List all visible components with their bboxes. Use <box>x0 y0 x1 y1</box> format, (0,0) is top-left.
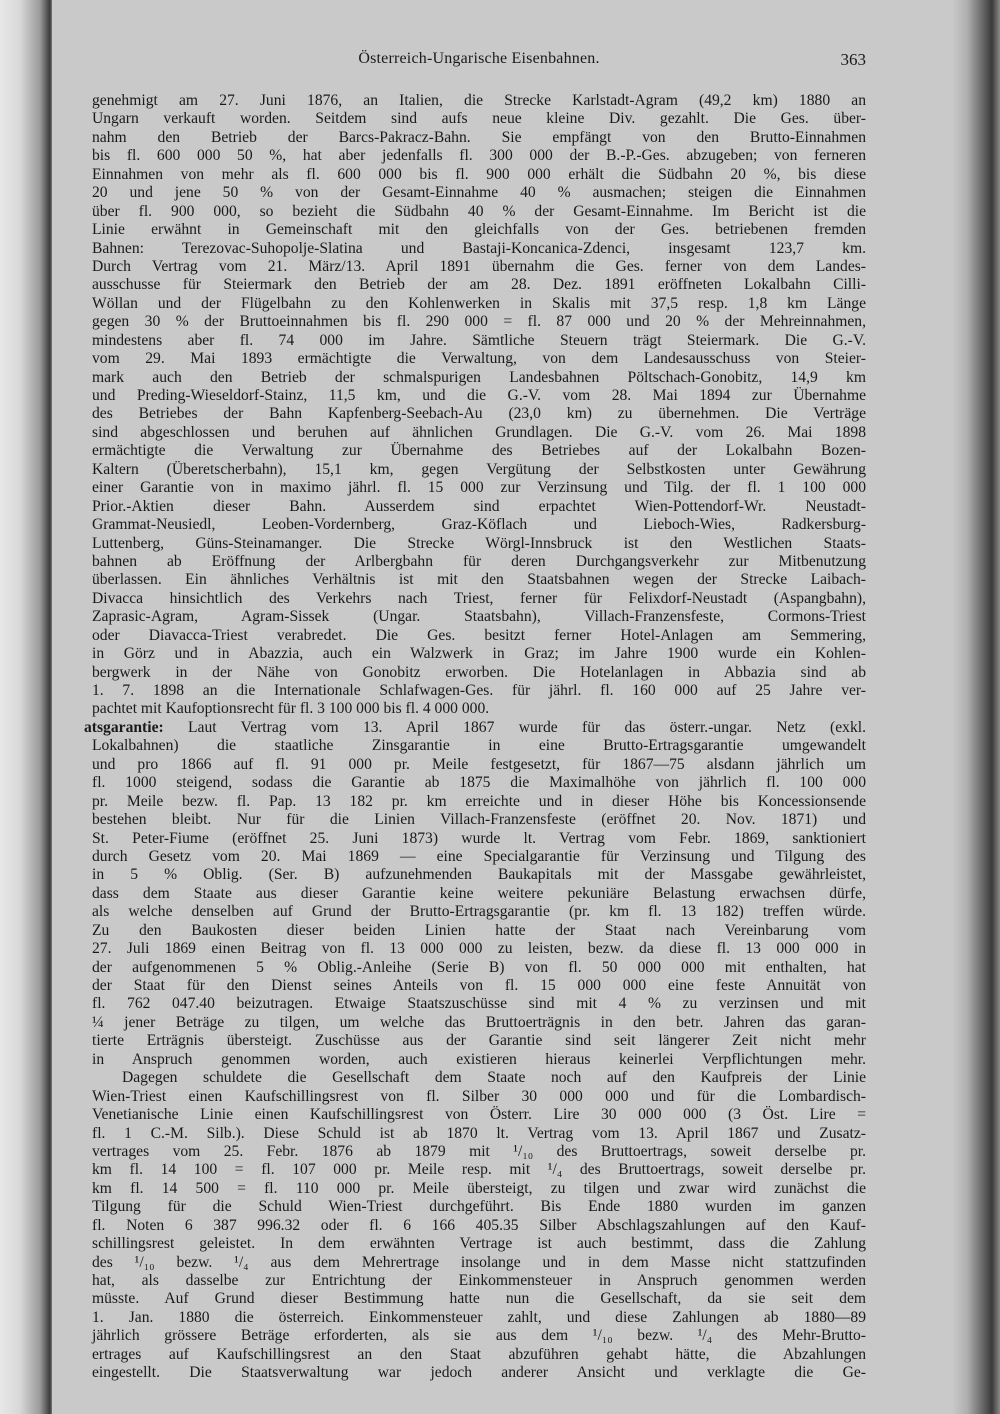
text-line <box>92 737 866 755</box>
text-line-content: Kaltern (Überetscherbahn), 15,1 km, gegen Vergütung der Selbstkosten unter Gewährung <box>92 460 866 478</box>
text-line-content: ausschusse für Steiermark den Betrieb der am 28. Dez. 1891 eröffneten Lokalbahn Cilli- <box>92 276 866 294</box>
text-line <box>92 1217 866 1235</box>
text-line-content: fl. 1000 steigend, sodass die Garantie ab 1875 die Maximalhöhe von jährlich fl. 100 000 <box>92 774 866 792</box>
text-line <box>92 959 866 977</box>
text-line-content: Prior.-Aktien dieser Bahn. Ausserdem sind erpachtet Wien-Pottendorf-Wr. Neustadt- <box>92 497 866 515</box>
text-line-content: ertrages auf Kaufschillingsrest an den Staat abzuführen gehabt hätte, die Abzahlungen <box>92 1345 866 1363</box>
text-line-content: durch Gesetz vom 20. Mai 1869 — eine Specialgarantie für Verzinsung und Tilgung des <box>92 847 866 865</box>
text-line-content: oder Diavacca-Triest verabredet. Die Ges. besitzt ferner Hotel-Anlagen am Semmering, <box>92 626 866 644</box>
text-line-content: Bahnen: Terezovac-Suhopolje-Slatina und Bastaji-Koncanica-Zdenci, insgesamt 123,7 km. <box>92 239 866 257</box>
text-line-content: bahnen ab Eröffnung der Arlbergbahn für deren Durchgangsverkehr zur Mitbenutzung <box>92 552 866 570</box>
text-line-content: Laut Vertrag vom 13. April 1867 wurde für das österr.-ungar. Netz (exkl. <box>163 718 866 736</box>
text-line <box>92 590 866 608</box>
text-line <box>92 276 866 294</box>
text-line <box>92 885 866 903</box>
text-line <box>92 240 866 258</box>
text-line-content: Zu den Baukosten dieser beiden Linien hatte der Staat nach Vereinbarung vom <box>92 921 866 939</box>
text-line-content: Wien-Triest einen Kaufschillingsrest von fl. Silber 30 000 000 und für die Lombardisch- <box>92 1087 866 1105</box>
text-line <box>92 1106 866 1124</box>
text-line-content: Einnahmen von mehr als fl. 600 000 bis fl. 900 000 erhält die Südbahn 20 %, bis diese <box>92 165 866 183</box>
text-line-content: Ungarn verkauft worden. Seitdem sind aufs neue kleine Div. gezahlt. Die Ges. über- <box>92 110 866 128</box>
text-line <box>92 1327 866 1345</box>
text-line-content: Dagegen schuldete die Gesellschaft dem Staate noch auf den Kaufpreis der Linie <box>122 1069 866 1087</box>
text-line <box>92 424 866 442</box>
text-line-content: mindestens aber fl. 74 000 im Jahre. Sämtliche Steuern trägt Steiermark. Die G.-V. <box>92 331 866 349</box>
text-line-content: bestehen bleibt. Nur für die Linien Villach-Franzensfeste (eröffnet 20. Nov. 1871) und <box>92 811 866 829</box>
text-line-content: Lokalbahnen) die staatliche Zinsgarantie in eine Brutto-Ertragsgarantie umgewandelt <box>92 737 866 755</box>
text-line <box>92 811 866 829</box>
text-line <box>92 1125 866 1143</box>
text-line-content: des Betriebes der Bahn Kapfenberg-Seebach-Au (23,0 km) zu übernehmen. Die Verträge <box>92 405 866 423</box>
text-line <box>92 258 866 276</box>
text-line-content: 20 und jene 50 % von der Gesamt-Einnahme 40 % ausmachen; steigen die Einnahmen <box>92 184 866 202</box>
text-line <box>92 1254 866 1272</box>
text-line-content: Venetianische Linie einen Kaufschillingsrest von Österr. Lire 30 000 000 (3 Öst. Lire = <box>92 1106 866 1124</box>
text-line-content: der aufgenommenen 5 % Oblig.-Anleihe (Serie B) von fl. 50 000 000 mit enthalten, hat <box>92 958 866 976</box>
text-line <box>92 756 866 774</box>
text-line <box>92 1364 866 1382</box>
text-line <box>92 700 866 718</box>
text-line-content: Linie erwähnt in Gemeinschaft mit den gleichfalls von der Ges. betriebenen fremden <box>92 221 866 239</box>
text-line <box>92 1290 866 1308</box>
text-line <box>92 442 866 460</box>
text-line <box>92 977 866 995</box>
text-line-content: in Görz und in Abazzia, auch ein Walzwerk in Graz; im Jahre 1900 wurde ein Kohlen- <box>92 645 866 663</box>
text-line-content: eingestellt. Die Staatsverwaltung war jedoch anderer Ansicht und verklagte die Ge- <box>92 1364 866 1382</box>
text-line <box>92 166 866 184</box>
book-edge-shadow <box>952 0 1000 1414</box>
text-line-content: km fl. 14 500 = fl. 110 000 pr. Meile übersteigt, zu tilgen und zwar wird zunächst die <box>92 1179 866 1197</box>
text-line-content: gegen 30 % der Bruttoeinnahmen bis fl. 290 000 = fl. 87 000 und 20 % der Mehreinnahmen, <box>92 313 866 331</box>
text-line <box>92 498 866 516</box>
text-line <box>92 313 866 331</box>
text-line-content: und pro 1866 auf fl. 91 000 pr. Meile festgesetzt, für 1867—75 alsdann jährlich um <box>92 755 866 773</box>
text-line-content: vertrages vom 25. Febr. 1876 ab 1879 mit ¹/₁₀ des Bruttoertrags, soweit derselbe pr. <box>92 1142 866 1160</box>
text-line <box>92 1272 866 1290</box>
text-line-content: jährlich grössere Beträge erforderten, als sie aus dem ¹/₁₀ bezw. ¹/₄ des Mehr-Brutto- <box>92 1327 866 1345</box>
text-line <box>92 1051 866 1069</box>
text-line-content: schillingsrest geleistet. In dem erwähnten Vertrage ist auch bestimmt, dass die Zahlung <box>92 1235 866 1253</box>
text-line-content: des ¹/₁₀ bezw. ¹/₄ aus dem Mehrertrage insolange und in dem Masse nicht stattzufinden <box>92 1253 866 1271</box>
text-line-content: bergwerk in der Nähe von Gonobitz erworben. Die Hotelanlagen in Abbazia sind ab <box>92 663 866 681</box>
text-line-content: tierte Erträgnis übersteigt. Zuschüsse aus der Garantie sind seit längerer Zeit nicht mehr <box>92 1032 866 1050</box>
body-text <box>84 92 866 1383</box>
text-line-content: vom 29. Mai 1893 ermächtigte die Verwaltung, von dem Landesausschuss von Steier- <box>92 350 866 368</box>
text-line <box>92 1180 866 1198</box>
text-line <box>92 387 866 405</box>
text-line-content: St. Peter-Fiume (eröffnet 25. Juni 1873) wurde lt. Vertrag vom Febr. 1869, sanktioniert <box>92 829 866 847</box>
text-line-content: nahm den Betrieb der Barcs-Pakracz-Bahn. Sie empfängt von den Brutto-Einnahmen <box>92 128 866 146</box>
text-line-content: 27. Juli 1869 einen Beitrag von fl. 13 000 000 zu leisten, bezw. da diese fl. 13 000 000 in <box>92 940 866 958</box>
text-line <box>92 627 866 645</box>
text-line <box>92 1198 866 1216</box>
text-line-content: überlassen. Ein ähnliches Verhältnis ist mit den Staatsbahnen wegen der Strecke Laibach- <box>92 571 866 589</box>
text-line <box>92 1088 866 1106</box>
text-line-content: Wöllan und der Flügelbahn zu den Kohlenwerken in Skalis mit 37,5 resp. 1,8 km Länge <box>92 294 866 312</box>
section-heading: atsgarantie: <box>84 718 164 736</box>
text-line-content: fl. 762 047.40 beizutragen. Etwaige Staatszuschüsse sind mit 4 % zu verzinsen und mit <box>92 995 866 1013</box>
text-line <box>92 793 866 811</box>
text-line-content: dass dem Staate aus dieser Garantie keine weitere pekuniäre Belastung erwachsen dürfe, <box>92 884 866 902</box>
text-line-content: hat, als dasselbe zur Entrichtung der Einkommensteuer in Anspruch genommen werden <box>92 1272 866 1289</box>
text-line-content: bis fl. 600 000 50 %, hat aber jedenfalls fl. 300 000 der B.-P.-Ges. abzugeben; von ferneren <box>92 147 866 165</box>
text-line <box>92 571 866 589</box>
text-line <box>92 295 866 313</box>
text-line <box>92 332 866 350</box>
text-line <box>92 645 866 663</box>
text-line-content: einer Garantie von in maximo jährl. fl. 15 000 zur Verzinsung und Tilg. der fl. 1 100 000 <box>92 479 866 497</box>
text-line <box>92 535 866 553</box>
text-line-content: ¼ jener Beträge zu tilgen, um welche das Bruttoerträgnis in den betr. Jahren das garan- <box>92 1013 866 1031</box>
text-line <box>92 995 866 1013</box>
text-line-content: als welche denselben auf Grund der Brutto-Ertragsgarantie (pr. km fl. 13 182) treffen würde. <box>92 903 866 921</box>
previous-page-edge <box>0 0 52 1414</box>
text-line <box>92 553 866 571</box>
text-line <box>92 1161 866 1179</box>
text-line-content: Durch Vertrag vom 21. März/13. April 1891 übernahm die Ges. ferner von dem Landes- <box>92 257 866 275</box>
text-line <box>92 110 866 128</box>
text-line <box>92 608 866 626</box>
text-line <box>92 1309 866 1327</box>
text-line <box>92 1235 866 1253</box>
text-line-content: pachtet mit Kaufoptionsrecht für fl. 3 100 000 bis fl. 4 000 000. <box>92 700 490 718</box>
text-line <box>92 830 866 848</box>
text-line <box>92 682 866 700</box>
text-line <box>92 903 866 921</box>
text-line-content: in 5 % Oblig. (Ser. B) aufzunehmenden Baukapitals mit der Massgabe gewährleistet, <box>92 866 866 884</box>
text-line-content: Luttenberg, Güns-Steinamanger. Die Strecke Wörgl-Innsbruck ist den Westlichen Staats- <box>92 534 866 552</box>
text-line-content: müsste. Auf Grund dieser Bestimmung hatte nun die Gesellschaft, da sie seit dem <box>92 1290 866 1308</box>
text-line-content: Zaprasic-Agram, Agram-Sissek (Ungar. Staatsbahn), Villach-Franzensfeste, Cormons-Triest <box>92 608 866 626</box>
running-header <box>92 50 866 72</box>
text-line-content: Tilgung für die Schuld Wien-Triest durchgeführt. Bis Ende 1880 wurden im ganzen <box>92 1198 866 1216</box>
text-line-content: fl. 1 C.-M. Silb.). Diese Schuld ist ab 1870 lt. Vertrag vom 13. April 1867 und Zusatz- <box>92 1124 866 1142</box>
text-line-content: 1. 7. 1898 an die Internationale Schlafwagen-Ges. für jährl. fl. 160 000 auf 25 Jahre ver- <box>92 682 866 699</box>
text-line <box>92 1014 866 1032</box>
text-line <box>92 203 866 221</box>
text-line-content: über fl. 900 000, so bezieht die Südbahn 40 % der Gesamt-Einnahme. Im Bericht ist die <box>92 202 866 220</box>
text-line <box>92 664 866 682</box>
text-line-content: km fl. 14 100 = fl. 107 000 pr. Meile resp. mit ¹/₄ des Bruttoertrags, soweit derselbe pr. <box>92 1161 866 1179</box>
text-line <box>92 184 866 202</box>
text-line <box>92 1143 866 1161</box>
text-line-content: Divacca hinsichtlich des Verkehrs nach Triest, ferner für Felixdorf-Neustadt (Aspangbahn), <box>92 589 866 607</box>
text-line <box>92 405 866 423</box>
text-line-content: 1. Jan. 1880 die österreich. Einkommensteuer zahlt, und diese Zahlungen ab 1880—89 <box>92 1308 866 1326</box>
text-line <box>92 516 866 534</box>
text-line <box>92 461 866 479</box>
text-line-content: Grammat-Neusiedl, Leoben-Vordernberg, Graz-Köflach und Lieboch-Wies, Radkersburg- <box>92 516 866 534</box>
text-line <box>92 479 866 497</box>
text-line-content: genehmigt am 27. Juni 1876, an Italien, die Strecke Karlstadt-Agram (49,2 km) 1880 an <box>92 92 866 109</box>
text-line <box>92 350 866 368</box>
text-line <box>92 1032 866 1050</box>
text-line <box>92 940 866 958</box>
text-line <box>92 147 866 165</box>
text-line <box>92 866 866 884</box>
text-line-content: in Anspruch genommen worden, auch existieren hieraus keinerlei Verpflichtungen mehr. <box>92 1050 866 1068</box>
text-line-content: pr. Meile bezw. fl. Pap. 13 182 pr. km erreichte und in dieser Höhe bis Koncessionsende <box>92 792 866 810</box>
text-line-content: fl. Noten 6 387 996.32 oder fl. 6 166 405.35 Silber Abschlagszahlungen auf den Kauf- <box>92 1216 866 1234</box>
page-header-title: Österreich-Ungarische Eisenbahnen. <box>358 50 600 67</box>
text-line <box>92 1346 866 1364</box>
text-line-content: der Staat für den Dienst seines Anteils von fl. 15 000 000 eine feste Annuität von <box>92 977 866 994</box>
text-line <box>92 92 866 110</box>
text-line-content: sind abgeschlossen und beruhen auf ähnlichen Grundlagen. Die G.-V. vom 26. Mai 1898 <box>92 423 866 441</box>
text-line <box>92 1069 866 1087</box>
text-line <box>92 129 866 147</box>
page-number: 363 <box>840 50 866 69</box>
text-line <box>92 221 866 239</box>
text-line <box>92 848 866 866</box>
text-line-content: mark auch den Betrieb der schmalspurigen Landesbahnen Pöltschach-Gonobitz, 14,9 km <box>92 368 866 386</box>
text-line-content: ermächtigte die Verwaltung zur Übernahme des Betriebes auf der Lokalbahn Bozen- <box>92 442 866 460</box>
text-line <box>84 719 866 737</box>
text-line <box>92 369 866 387</box>
text-line <box>92 922 866 940</box>
text-line <box>92 774 866 792</box>
text-line-content: und Preding-Wieseldorf-Stainz, 11,5 km, und die G.-V. vom 28. Mai 1894 zur Übernahme <box>92 387 866 404</box>
